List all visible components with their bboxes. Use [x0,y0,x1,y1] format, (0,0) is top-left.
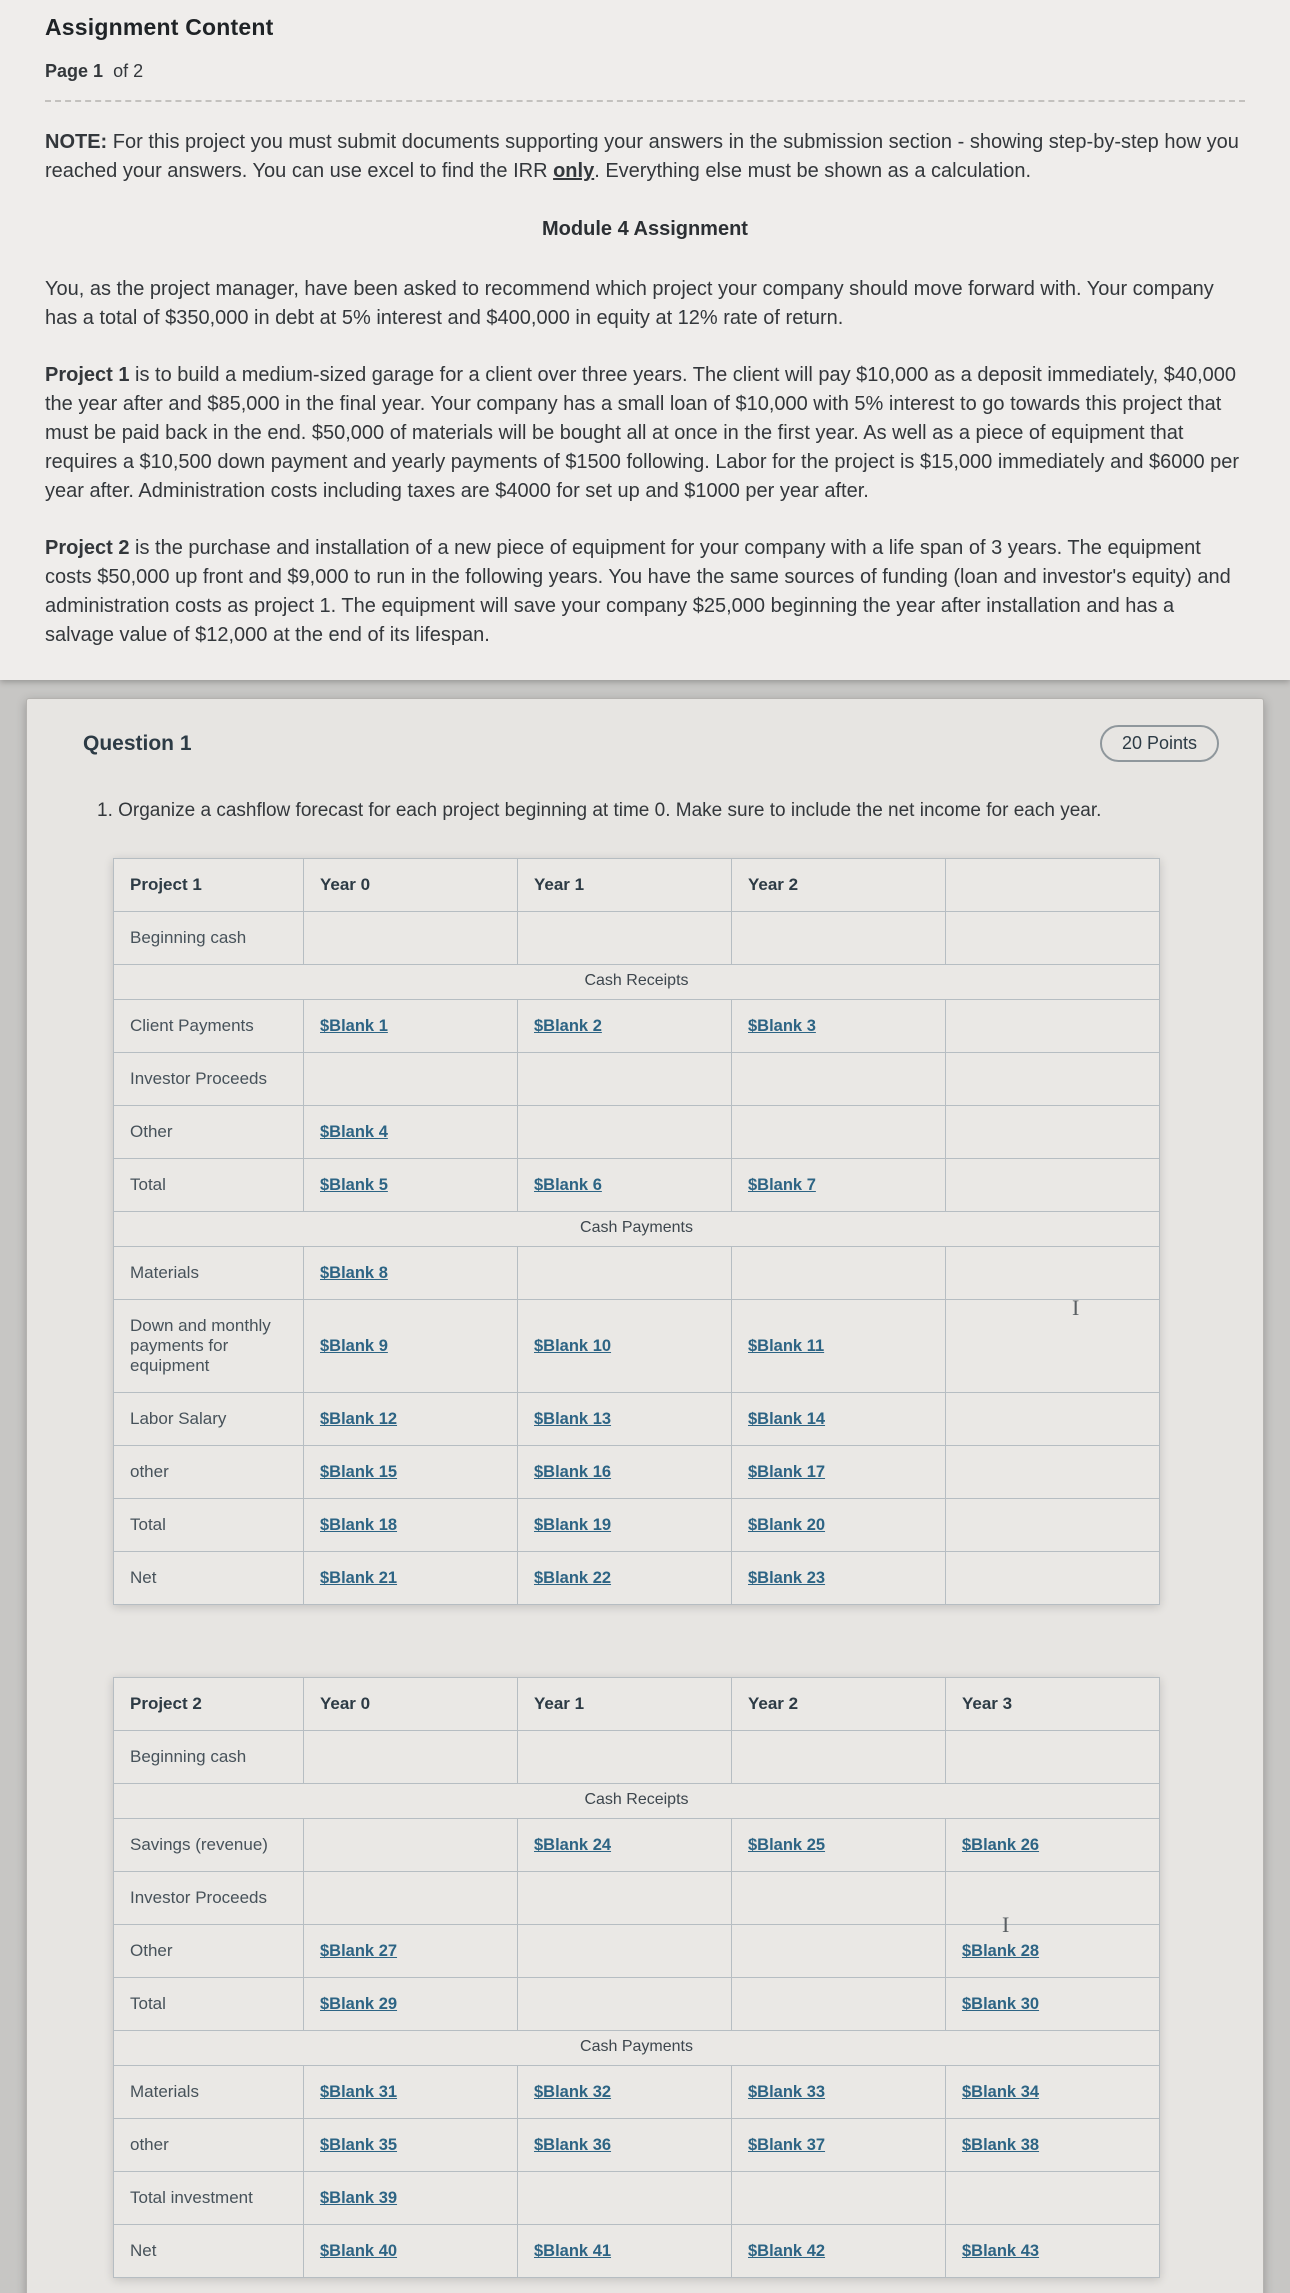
blank-link[interactable]: $Blank 2 [534,1017,602,1035]
row-label: Down and monthly payments for equipment [114,1300,304,1393]
value-cell [518,1247,732,1300]
value-cell [946,1925,1160,1978]
table-title-cell: Project 1 [114,859,304,912]
year-header-cell: Year 2 [732,1678,946,1731]
value-cell [946,1978,1160,2031]
blank-link[interactable]: $Blank 41 [534,2242,612,2260]
row-label: Other [114,1106,304,1159]
row-label: Investor Proceeds [114,1872,304,1925]
blank-link[interactable]: $Blank 42 [748,2242,826,2260]
value-cell [732,1053,946,1106]
value-cell [732,1106,946,1159]
blank-link[interactable]: $Blank 25 [748,1836,826,1854]
points-badge: 20 Points [1100,725,1219,762]
blank-link[interactable]: $Blank 27 [320,1942,398,1960]
row-label: other [114,2119,304,2172]
note-paragraph [45,128,1245,186]
blank-link[interactable]: $Blank 15 [320,1463,398,1481]
value-cell [946,1499,1160,1552]
value-cell [732,1300,946,1393]
note-only-emphasis: only [553,160,595,182]
table2-grid [113,1677,1160,2278]
section-header: Cash Receipts [114,965,1160,1000]
row-label: Investor Proceeds [114,1053,304,1106]
year-header-cell: Year 1 [518,859,732,912]
value-cell [518,1300,732,1393]
value-cell [946,2066,1160,2119]
value-cell [732,2119,946,2172]
question-title: Question 1 [83,731,192,755]
project2-body: is the purchase and installation of a new piece of equipment for your company with a life span of 3 years. The equipment costs $50,000 up front and $9,000 to run in the following years. You have the same sources of funding (loan and investor's equity) and administration costs as project 1. The equipment will save your company $25,000 beginning the year after installation and has a salvage value of $12,000 at the end of its lifespan. [45,537,1231,646]
value-cell [946,2172,1160,2225]
value-cell [946,2119,1160,2172]
question-card [26,698,1264,2293]
value-cell [518,1499,732,1552]
blank-link[interactable]: $Blank 20 [748,1516,826,1534]
note-label: NOTE: [45,131,108,153]
value-cell [518,1159,732,1212]
value-cell [304,1053,518,1106]
blank-link[interactable]: $Blank 37 [748,2136,826,2154]
value-cell [518,1731,732,1784]
blank-link[interactable]: $Blank 43 [962,2242,1040,2260]
blank-link[interactable]: $Blank 12 [320,1410,398,1428]
value-cell [518,2225,732,2278]
value-cell [732,1819,946,1872]
row-label: Materials [114,1247,304,1300]
value-cell [946,1000,1160,1053]
value-cell [732,1552,946,1605]
value-cell [304,1819,518,1872]
row-label: Other [114,1925,304,1978]
value-cell [946,1446,1160,1499]
blank-link[interactable]: $Blank 3 [748,1017,816,1035]
value-cell [732,1978,946,2031]
row-label: Beginning cash [114,912,304,965]
section-header: Cash Payments [114,1212,1160,1247]
row-label: Client Payments [114,1000,304,1053]
value-cell [304,2225,518,2278]
blank-link[interactable]: $Blank 8 [320,1264,388,1282]
page-indicator [45,61,1245,82]
year-header-cell: Year 2 [732,859,946,912]
year-header-cell: Year 0 [304,859,518,912]
value-cell [946,2225,1160,2278]
value-cell [732,1247,946,1300]
value-cell [518,1978,732,2031]
value-cell [518,2172,732,2225]
year-header-cell: Year 3 [946,1678,1160,1731]
value-cell [518,1106,732,1159]
blank-link[interactable]: $Blank 13 [534,1410,612,1428]
value-cell [518,1872,732,1925]
section-header: Cash Receipts [114,1784,1160,1819]
project1-label: Project 1 [45,364,130,386]
value-cell [518,1552,732,1605]
value-cell [304,1731,518,1784]
value-cell [732,1446,946,1499]
value-cell [946,1731,1160,1784]
value-cell [518,1446,732,1499]
value-cell [732,1499,946,1552]
blank-link[interactable]: $Blank 5 [320,1176,388,1194]
value-cell [518,1000,732,1053]
value-cell [732,1000,946,1053]
value-cell [946,1106,1160,1159]
row-label: Total [114,1499,304,1552]
row-label: other [114,1446,304,1499]
document-sheet [0,0,1290,680]
module-title: Module 4 Assignment [542,218,748,240]
value-cell [304,2066,518,2119]
question-header [57,725,1233,762]
project2-paragraph [45,534,1245,650]
blank-link[interactable]: $Blank 34 [962,2083,1040,2101]
intro-paragraph: You, as the project manager, have been asked to recommend which project your company should move forward with. Your company has a total of $350,000 in debt at 5% interest and $400,000 in equity at 12% rate of return. [45,278,1214,329]
year-header-cell [946,859,1160,912]
blank-link[interactable]: $Blank 28 [962,1942,1040,1960]
value-cell [732,912,946,965]
page-title: Assignment Content [45,14,274,40]
value-cell [946,1300,1160,1393]
value-cell [732,1925,946,1978]
value-cell [304,1446,518,1499]
value-cell [304,1247,518,1300]
section-header: Cash Payments [114,2031,1160,2066]
note-body-2: . Everything else must be shown as a calculation. [594,160,1032,182]
project1-body: is to build a medium-sized garage for a client over three years. The client will pay $10,000 as a deposit immediately, $40,000 the year after and $85,000 in the final year. Your company has a small loan of $10,000 with 5% interest to go towards this project that must be paid back in the end. $50,000 of materials will be bought all at once in the first year. As well as a piece of equipment that requires a $10,500 down payment and yearly payments of $1500 following. Labor for the project is $15,000 immediately and $6000 per year after. Administration costs including taxes are $4000 for set up and $1000 per year after. [45,364,1240,502]
blank-link[interactable]: $Blank 31 [320,2083,398,2101]
table1-grid [113,858,1160,1605]
value-cell [304,912,518,965]
blank-link[interactable]: $Blank 17 [748,1463,826,1481]
project2-label: Project 2 [45,537,130,559]
note-body-1: For this project you must submit documents supporting your answers in the submission section - showing step-by-step how you reached your answers. You can use excel to find the IRR [45,131,1239,182]
value-cell [518,1393,732,1446]
value-cell [946,1552,1160,1605]
blank-link[interactable]: $Blank 7 [748,1176,816,1194]
blank-link[interactable]: $Blank 30 [962,1995,1040,2013]
row-label: Labor Salary [114,1393,304,1446]
value-cell [304,1393,518,1446]
value-cell [946,1872,1160,1925]
value-cell [732,1731,946,1784]
value-cell [946,1819,1160,1872]
value-cell [518,1819,732,1872]
value-cell [946,1159,1160,1212]
row-label: Total investment [114,2172,304,2225]
value-cell [732,2066,946,2119]
divider [45,100,1245,102]
blank-link[interactable]: $Blank 1 [320,1017,388,1035]
row-label: Materials [114,2066,304,2119]
blank-link[interactable]: $Blank 6 [534,1176,602,1194]
row-label: Savings (revenue) [114,1819,304,1872]
row-label: Total [114,1978,304,2031]
value-cell [304,1106,518,1159]
blank-link[interactable]: $Blank 38 [962,2136,1040,2154]
blank-link[interactable]: $Blank 36 [534,2136,612,2154]
project2-cashflow-table [113,1677,1233,2278]
blank-link[interactable]: $Blank 16 [534,1463,612,1481]
blank-link[interactable]: $Blank 32 [534,2083,612,2101]
value-cell [946,1393,1160,1446]
blank-link[interactable]: $Blank 4 [320,1123,388,1141]
value-cell [518,1925,732,1978]
value-cell [304,1552,518,1605]
value-cell [304,1925,518,1978]
blank-link[interactable]: $Blank 9 [320,1337,388,1355]
year-header-cell: Year 0 [304,1678,518,1731]
question-prompt: 1. Organize a cashflow forecast for each project beginning at time 0. Make sure to include the net income for each year. [97,800,1102,821]
ibeam-cursor: I [1002,1912,1010,1937]
blank-link[interactable]: $Blank 39 [320,2189,398,2207]
row-label: Net [114,1552,304,1605]
blank-link[interactable]: $Blank 23 [748,1569,826,1587]
blank-link[interactable]: $Blank 11 [748,1337,825,1355]
blank-link[interactable]: $Blank 19 [534,1516,612,1534]
value-cell [304,1499,518,1552]
value-cell [518,2066,732,2119]
ibeam-cursor: I [1072,1295,1080,1320]
blank-link[interactable]: $Blank 35 [320,2136,398,2154]
row-label: Total [114,1159,304,1212]
value-cell [518,912,732,965]
value-cell [518,2119,732,2172]
table-title-cell: Project 2 [114,1678,304,1731]
row-label: Beginning cash [114,1731,304,1784]
blank-link[interactable]: $Blank 21 [320,1569,398,1587]
value-cell [304,1872,518,1925]
page-number: Page 1 [45,61,104,81]
value-cell [732,1393,946,1446]
value-cell [732,1159,946,1212]
value-cell [732,1872,946,1925]
value-cell [946,1247,1160,1300]
value-cell [304,1978,518,2031]
row-label: Net [114,2225,304,2278]
value-cell [732,2172,946,2225]
blank-link[interactable]: $Blank 10 [534,1337,612,1355]
blank-link[interactable]: $Blank 14 [748,1410,826,1428]
blank-link[interactable]: $Blank 22 [534,1569,612,1587]
value-cell [304,2172,518,2225]
value-cell [304,1300,518,1393]
year-header-cell: Year 1 [518,1678,732,1731]
value-cell [304,2119,518,2172]
value-cell [304,1000,518,1053]
page-total: of 2 [113,61,144,81]
blank-link[interactable]: $Blank 29 [320,1995,398,2013]
blank-link[interactable]: $Blank 26 [962,1836,1040,1854]
project1-cashflow-table [113,858,1233,1605]
blank-link[interactable]: $Blank 24 [534,1836,612,1854]
value-cell [732,2225,946,2278]
project1-paragraph [45,361,1245,506]
value-cell [946,1053,1160,1106]
value-cell [518,1053,732,1106]
blank-link[interactable]: $Blank 18 [320,1516,398,1534]
value-cell [304,1159,518,1212]
blank-link[interactable]: $Blank 33 [748,2083,826,2101]
value-cell [946,912,1160,965]
blank-link[interactable]: $Blank 40 [320,2242,398,2260]
